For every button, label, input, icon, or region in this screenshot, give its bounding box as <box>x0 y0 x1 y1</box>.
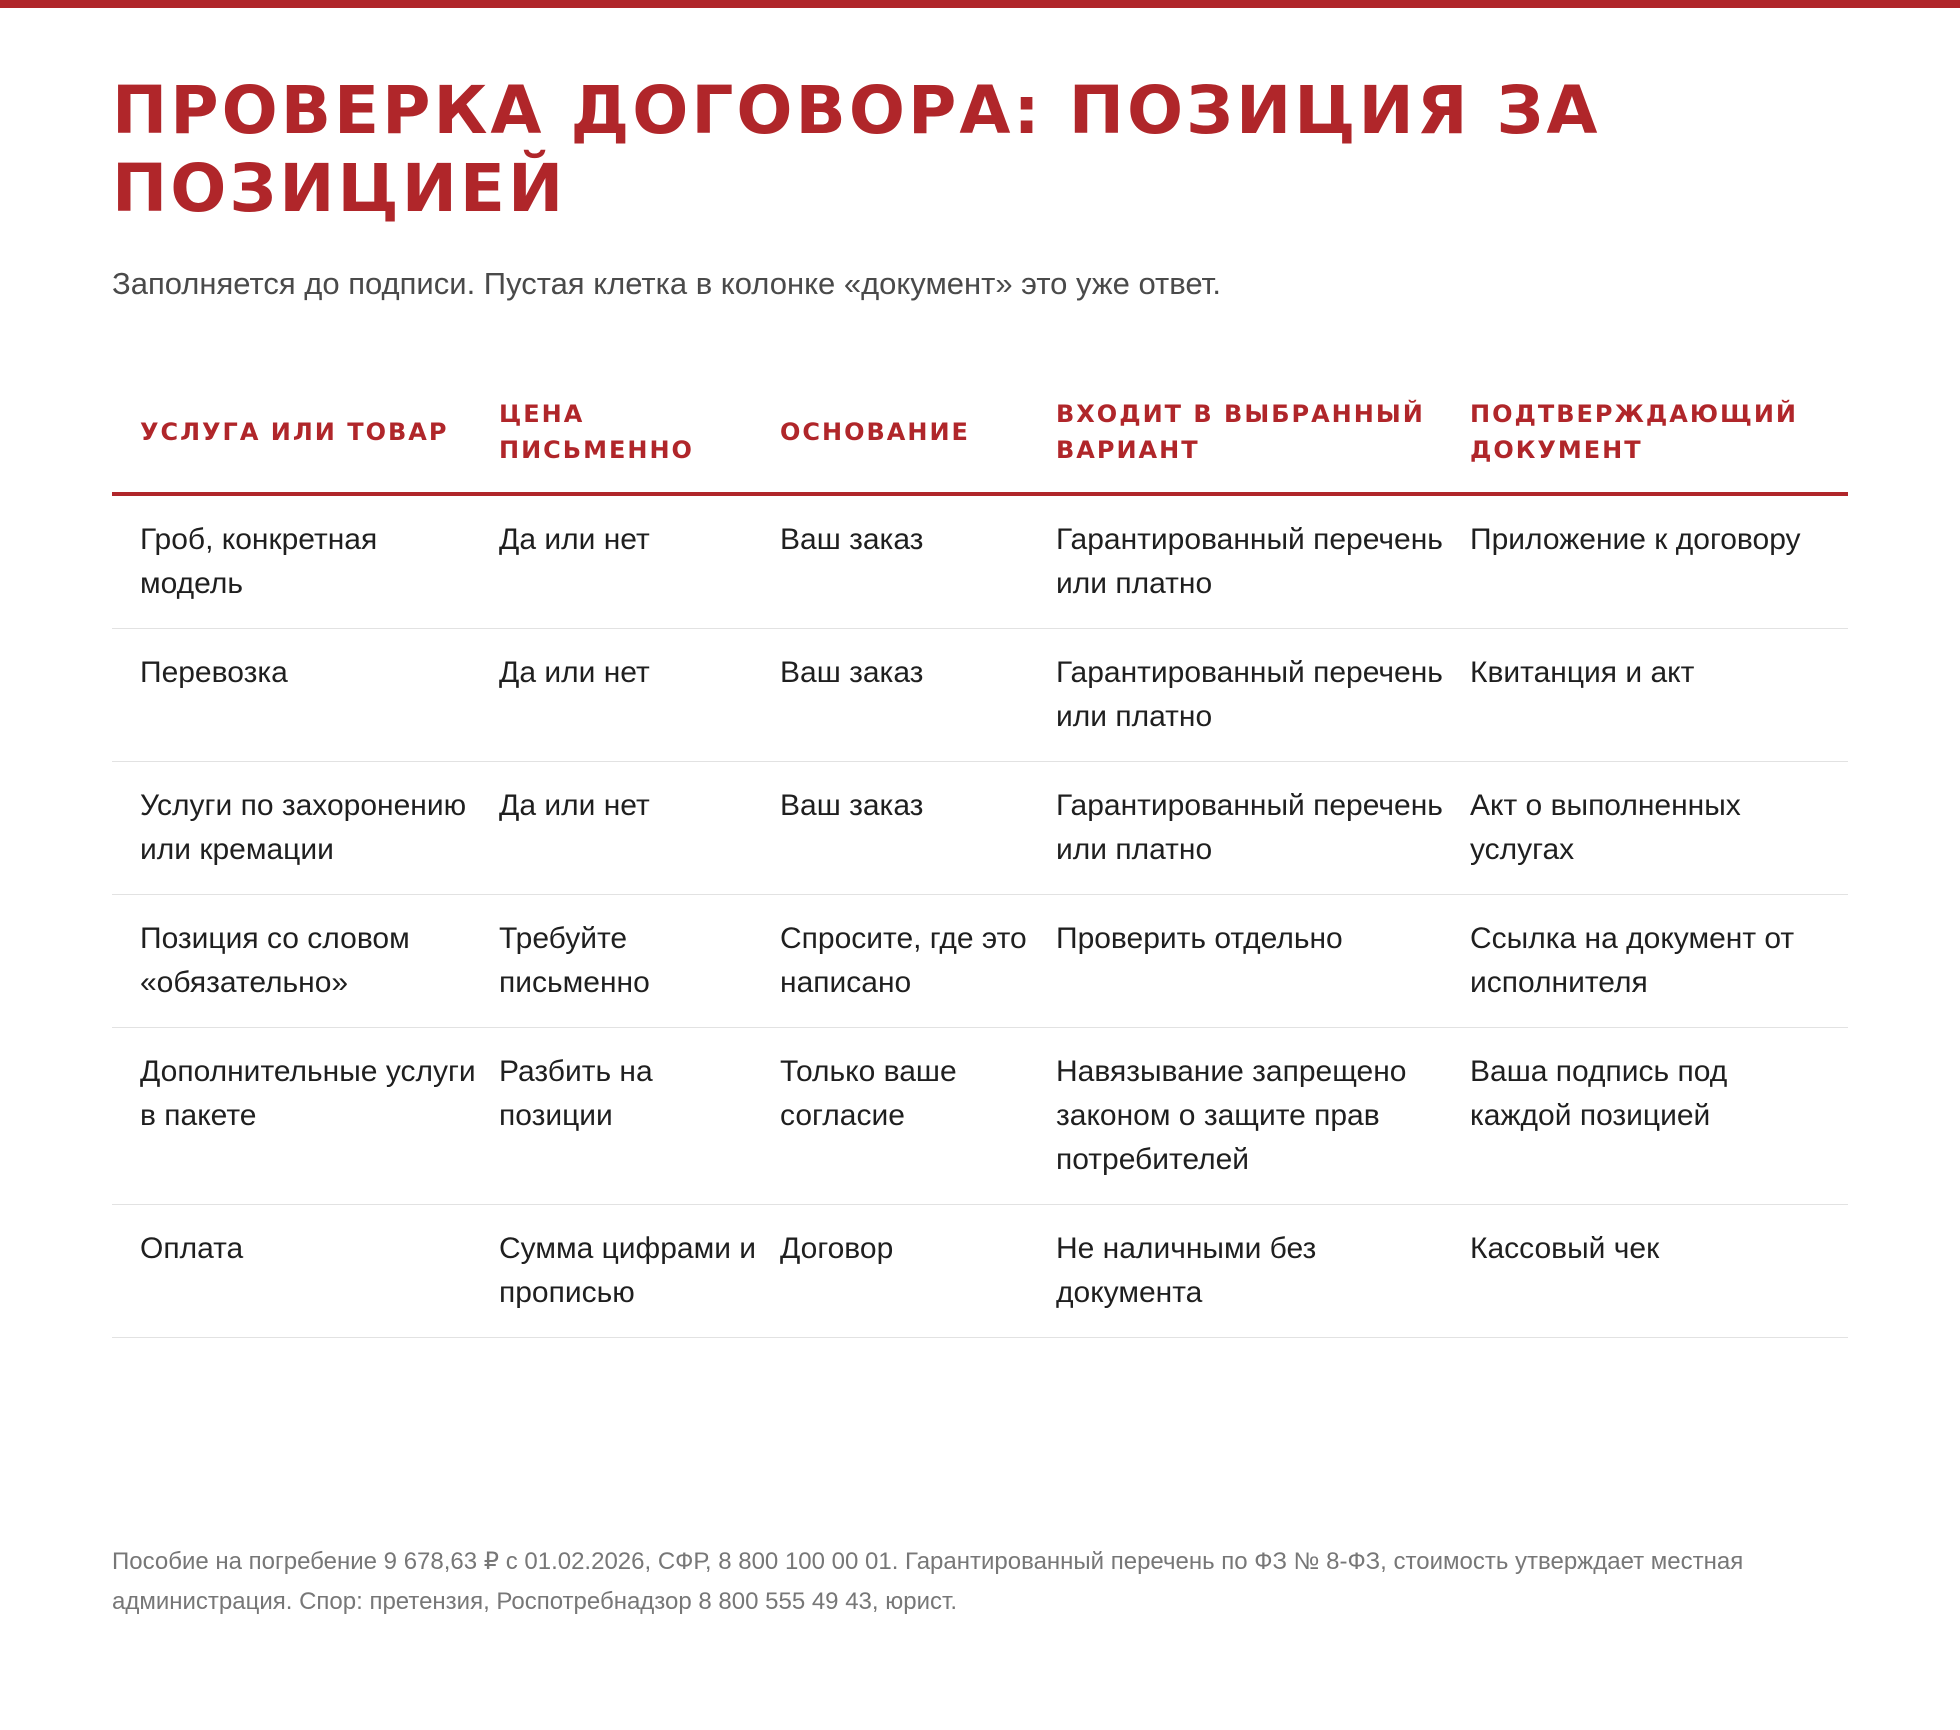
cell-service: Перевозка <box>140 656 288 689</box>
cell-price: Да или нет <box>499 656 650 689</box>
cell-service: Услуги по захоронению или кремации <box>140 789 467 866</box>
cell-basis: Договор <box>780 1232 894 1265</box>
cell-included: Навязывание запрещено законом о защите прав потребителей <box>1056 1055 1407 1176</box>
column-header-service: УСЛУГА ИЛИ ТОВАР <box>140 418 449 446</box>
top-accent-bar <box>0 0 1960 8</box>
column-header-document: ПОДТВЕРЖДАЮЩИЙ ДОКУМЕНТ <box>1470 400 1798 464</box>
cell-included: Проверить отдельно <box>1056 922 1343 955</box>
cell-price: Требуйте письменно <box>499 922 650 999</box>
table-row <box>112 629 1848 762</box>
page-subtitle: Заполняется до подписи. Пустая клетка в колонке «документ» это уже ответ. <box>112 266 1221 301</box>
cell-included: Гарантированный перечень или платно <box>1056 789 1443 866</box>
checklist-table <box>112 372 1848 1338</box>
cell-basis: Спросите, где это написано <box>780 922 1027 999</box>
cell-price: Да или нет <box>499 789 650 822</box>
column-header-basis: ОСНОВАНИЕ <box>780 418 970 446</box>
cell-price: Сумма цифрами и прописью <box>499 1232 757 1309</box>
table-row <box>112 496 1848 629</box>
table-row <box>112 1028 1848 1205</box>
table-row <box>112 762 1848 895</box>
cell-document: Кассовый чек <box>1470 1232 1660 1265</box>
table-row <box>112 1205 1848 1338</box>
column-header-price: ЦЕНА ПИСЬМЕННО <box>499 400 694 464</box>
table-row <box>112 895 1848 1028</box>
cell-document: Квитанция и акт <box>1470 656 1695 689</box>
column-header-included: ВХОДИТ В ВЫБРАННЫЙ ВАРИАНТ <box>1056 400 1425 464</box>
table-header-row <box>112 372 1848 496</box>
page-content <box>112 72 1848 1615</box>
footnote: Пособие на погребение 9 678,63 ₽ с 01.02.2026, СФР, 8 800 100 00 01. Гарантированный перечень по ФЗ № 8-ФЗ, стоимость утверждает местная администрация. Спор: претензия, Роспотребнадзор 8 800 555 49 43, юрист. <box>112 1548 1744 1615</box>
cell-service: Оплата <box>140 1232 244 1265</box>
cell-document: Акт о выполненных услугах <box>1470 789 1741 866</box>
cell-service: Позиция со словом «обязательно» <box>140 922 410 999</box>
cell-service: Дополнительные услуги в пакете <box>140 1055 476 1132</box>
cell-included: Не наличными без документа <box>1056 1232 1317 1309</box>
cell-basis: Ваш заказ <box>780 523 924 556</box>
page-title: ПРОВЕРКА ДОГОВОРА: ПОЗИЦИЯ ЗА ПОЗИЦИЕЙ <box>112 72 1601 227</box>
cell-basis: Только ваше согласие <box>780 1055 957 1132</box>
cell-document: Ваша подпись под каждой позицией <box>1470 1055 1728 1132</box>
cell-service: Гроб, конкретная модель <box>140 523 378 600</box>
cell-price: Да или нет <box>499 523 650 556</box>
cell-included: Гарантированный перечень или платно <box>1056 523 1443 600</box>
cell-document: Приложение к договору <box>1470 523 1801 556</box>
cell-basis: Ваш заказ <box>780 789 924 822</box>
cell-basis: Ваш заказ <box>780 656 924 689</box>
cell-price: Разбить на позиции <box>499 1055 653 1132</box>
cell-included: Гарантированный перечень или платно <box>1056 656 1443 733</box>
cell-document: Ссылка на документ от исполнителя <box>1470 922 1795 999</box>
